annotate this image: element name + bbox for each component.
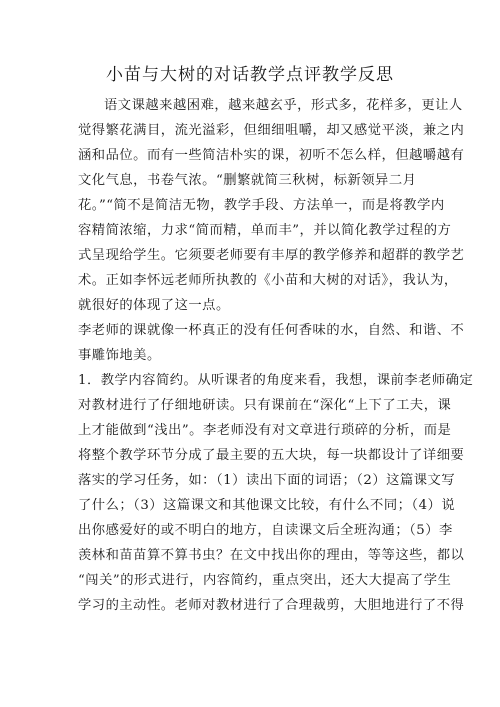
paragraph-line: 容精简浓缩，力求“简而精，单而丰”，并以简化教学过程的方 — [78, 223, 452, 238]
paragraph-line: 李老师的课就像一杯真正的没有任何香味的水，自然、和谐、不 — [78, 323, 465, 338]
paragraph-line: 羡林和苗苗算不算书虫？在文中找出你的理由，等等这些，都以 — [78, 548, 465, 563]
paragraph-line: 了什么；（3）这篇课文和其他课文比较，有什么不同；（4）说 — [78, 498, 456, 513]
paragraph-line: 文化气息，书卷气浓。“删繁就简三秋树，标新领异二月 — [78, 173, 417, 188]
paragraph-line: 语文课越来越困难，越来越玄乎，形式多，花样多，更让人 — [104, 98, 463, 113]
paragraph-line: 1．教学内容简约。从听课者的角度来看，我想，课前李老师确定 — [78, 373, 474, 388]
paragraph-line: “闯关”的形式进行，内容简约，重点突出，还大大提高了学生 — [78, 573, 452, 588]
paragraph-line: 出你感爱好的或不明白的地方，自读课文后全班沟通；（5）李 — [78, 523, 453, 538]
paragraph-line: 上才能做到“浅出”。李老师没有对文章进行琐碎的分析，而是 — [78, 423, 452, 438]
document-title: 小苗与大树的对话教学点评教学反思 — [106, 65, 394, 85]
paragraph-line: 学习的主动性。老师对教材进行了合理裁剪，大胆地进行了不得 — [78, 598, 465, 613]
paragraph-line: 术。正如李怀远老师所执教的《小苗和大树的对话》，我认为， — [78, 273, 458, 288]
paragraph-line: 将整个教学环节分成了最主要的五大块，每一块都设计了详细要 — [78, 448, 465, 463]
paragraph-line: 对教材进行了仔细地研读。只有课前在“深化“上下了工夫，课 — [78, 398, 452, 413]
paragraph-line: 式呈现给学生。它须要老师要有丰厚的教学修养和超群的教学艺 — [78, 248, 465, 263]
paragraph-line: 觉得繁花满目，流光溢彩，但细细咀嚼，却又感觉平淡，兼之内 — [78, 123, 465, 138]
paragraph-line: 涵和品位。而有一些简洁朴实的课，初听不怎么样，但越嚼越有 — [78, 148, 465, 163]
document-body — [78, 93, 474, 618]
paragraph-line: 事雕饰地美。 — [78, 348, 161, 363]
paragraph-line: 花。”“简不是简洁无物，教学手段、方法单一，而是将教学内 — [78, 198, 445, 213]
paragraph-line: 就很好的体现了这一点。 — [78, 298, 230, 313]
paragraph-line: 落实的学习任务，如：（1）读出下面的词语；（2）这篇课文写 — [78, 473, 456, 488]
